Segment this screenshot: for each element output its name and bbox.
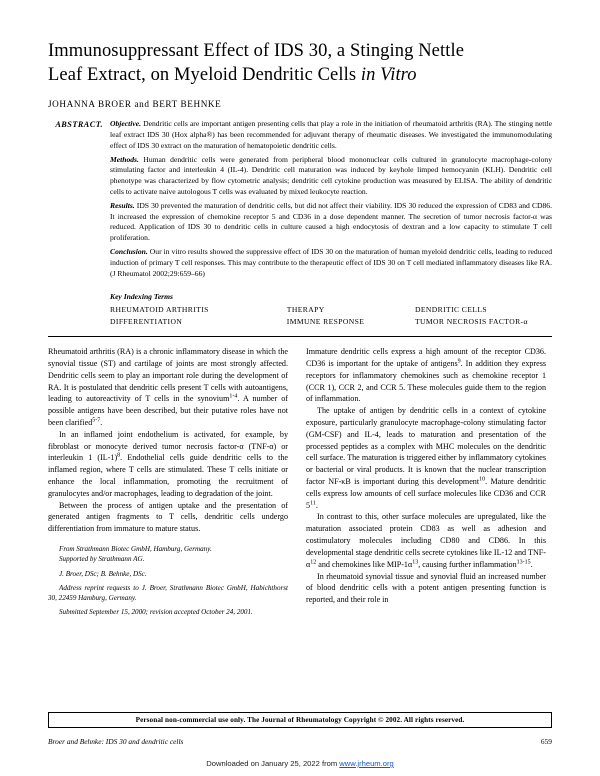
copyright-notice: Personal non-commercial use only. The Journal of Rheumatology Copyright © 2002. All rights reserved. — [48, 712, 552, 728]
body-column-right — [306, 346, 546, 618]
abstract-methods-head: Methods. — [110, 154, 139, 164]
key-term: DENDRITIC CELLS — [414, 305, 487, 315]
abstract-conclusion — [110, 247, 552, 279]
body-columns — [48, 346, 552, 618]
key-term: THERAPY — [286, 305, 325, 315]
abstract-text — [110, 119, 552, 282]
jrheum-link[interactable]: www.jrheum.org — [339, 759, 394, 768]
abstract-conclusion-text: Our in vitro results showed the suppressive effect of IDS 30 on the maturation of human myeloid dendritic cells, leading to reduced induction of primary T cell responses. This may contribute to the therapeutic effect of IDS 30 on T cell mediated inflammatory diseases like RA. (J Rheumatol 2002;29:659–66) — [110, 246, 552, 278]
abstract-section — [48, 119, 552, 282]
abstract-results-text: IDS 30 prevented the maturation of dendritic cells, but did not affect their viability. IDS 30 reduced the expression of CD83 and CD86. It increased the expression of chemokine receptor 5 and CD36 in a dose dependent manner. The secretion of tumor necrosis factor-α was reduced. Application of IDS 30 to dendritic cells in culture caused a high endocytosis of dextran and a low capacity to stimulate T cell proliferation. — [110, 200, 552, 243]
key-terms-row — [110, 316, 552, 327]
abstract-label: ABSTRACT. — [55, 120, 103, 130]
abstract-methods — [110, 155, 552, 198]
abstract-results — [110, 201, 552, 244]
running-footer-text: Broer and Behnke: IDS 30 and dendritic cells — [48, 737, 184, 746]
footnote-line: From Strathmann Biotec GmbH, Hamburg, Germany. — [59, 545, 212, 554]
title-line-1: Immunosuppressant Effect of IDS 30, a Stinging Nettle — [48, 41, 465, 61]
download-stamp-text: Downloaded on January 25, 2022 from — [206, 759, 340, 768]
title-line-2: Leaf Extract, on Myeloid Dendritic Cells — [48, 64, 361, 85]
body-paragraph: The uptake of antigen by dendritic cells in a context of cytokine exposure, particularly granulocyte macrophage-colony stimulating factor (GM-CSF) and IL-4, leads to maturation and presentation of the processed peptides as a complex with MHC molecules on the dendritic cell surface. The maturation is triggered either by inflammatory cytokines or bacterial or viral products. It is known that the nuclear transcription factor NF-κB is important during this development$^{10}$. Mature dendritic cells express low amounts of cell surface molecules like CD36 and CCR $5^{11}$. — [306, 406, 546, 510]
body-paragraph: Between the process of antigen uptake and the presentation of generated antigen fragments to T cells, dendritic cells undergo differentiation from immature to mature status. — [48, 500, 288, 534]
key-term: TUMOR NECROSIS FACTOR-α — [414, 316, 528, 326]
footnote-line: Address reprint requests to J. Broer, Strathmann Biotec GmbH, Habichthorst 30, 22459 Hamburg, Germany. — [48, 583, 288, 603]
abstract-objective-text: Dendritic cells are important antigen presenting cells that play a role in the initiation of rheumatoid arthritis (RA). The stinging nettle leaf extract IDS 30 (Hox alpha®) has been recommended for adjuvant therapy of rheumatic diseases. We investigated the immunomodulating effect of IDS 30 extract on the maturation of hematopoietic dendritic cells. — [110, 119, 552, 150]
key-terms-row — [110, 304, 552, 315]
author-list: JOHANNA BROER and BERT BEHNKE — [48, 99, 222, 110]
key-indexing-terms — [110, 304, 552, 327]
key-term: IMMUNE RESPONSE — [286, 316, 365, 326]
footnote-line: J. Broer, DSc; B. Behnke, DSc. — [59, 569, 147, 578]
abstract-methods-text: Human dendritic cells were generated from peripheral blood mononuclear cells cultured in granulocyte macrophage-colony stimulating factor and interleukin 4 (IL-4). Dendritic cell maturation was induced by keyhole limped hemocyanin (KLH). Dendritic cell phenotype was characterized by flow cytometric analysis; dendritic cell cytokine production was measured by ELISA. The ability of dendritic cells to activate naive autologous T cells was evaluated by mixed leukocyte reaction. — [110, 154, 552, 197]
body-paragraph: In an inflamed joint endothelium is activated, for example, by fibroblast or monocyte derived tumor necrosis factor-α (TNF-α) or interleukin 1 $(IL-1)^8$. Endothelial cells guide dendritic cells to the inflamed region, where T cells are stimulated. These T cells initiate or enhance the local inflammation, promoting the recruitment of granulocytes and/or macrophages, leading to degradation of the joint. — [48, 429, 288, 498]
download-stamp — [0, 759, 600, 768]
body-paragraph: In contrast to this, other surface molecules are upregulated, like the maturation associated protein CD83 as well as adhesion and costimulatory molecules including CD80 and CD86. In this developmental stage dendritic cells secrete cytokines like IL-12 and TNF-$\alpha^{12}$ and chemokines like MIP-$1\alpha^{13}$, causing further inflammation$^{13-15}$. — [306, 512, 546, 569]
footnote-line: Supported by Strathmann AG. — [59, 555, 145, 564]
abstract-conclusion-head: Conclusion. — [110, 246, 148, 256]
footnote-block — [48, 544, 288, 618]
page-number: 659 — [540, 737, 552, 746]
body-column-left — [48, 346, 288, 618]
page-title — [48, 40, 552, 87]
section-divider — [48, 336, 552, 337]
abstract-objective — [110, 119, 552, 151]
key-term: DIFFERENTIATION — [110, 316, 183, 326]
key-term: RHEUMATOID ARTHRITIS — [110, 305, 209, 315]
running-footer — [48, 737, 552, 746]
body-paragraph: Rheumatoid arthritis (RA) is a chronic inflammatory disease in which the synovial tissue (ST) and cartilage of joints are most strongly affected. Dendritic cells seem to play an important role during the development of RA. It is postulated that dendritic cells present T cells with autoantigens, leading to autoreactivity of T cells in the synovium$^{1-4}$. A number of possible antigens have been described, but their putative roles have not been clarified$^{5-7}$. — [48, 347, 288, 427]
abstract-objective-head: Objective. — [110, 119, 141, 129]
title-line-2-italic: in Vitro — [360, 64, 417, 85]
abstract-results-head: Results. — [110, 200, 135, 210]
footnote-line: Submitted September 15, 2000; revision accepted October 24, 2001. — [59, 608, 253, 617]
body-paragraph: Immature dendritic cells express a high amount of the receptor CD36. CD36 is important for the uptake of antigens$^9$. In addition they express receptors for inflammatory chemokines such as chemokine receptor 1 (CCR 1), CCR 2, and CCR 5. These molecules guide them to the region of inflammation. — [306, 347, 547, 404]
key-indexing-terms-title: Key Indexing Terms — [110, 292, 174, 302]
body-paragraph: In rheumatoid synovial tissue and synovial fluid an increased number of blood dendritic cells with a potent antigen presenting function is reported, and their role in — [306, 571, 546, 605]
